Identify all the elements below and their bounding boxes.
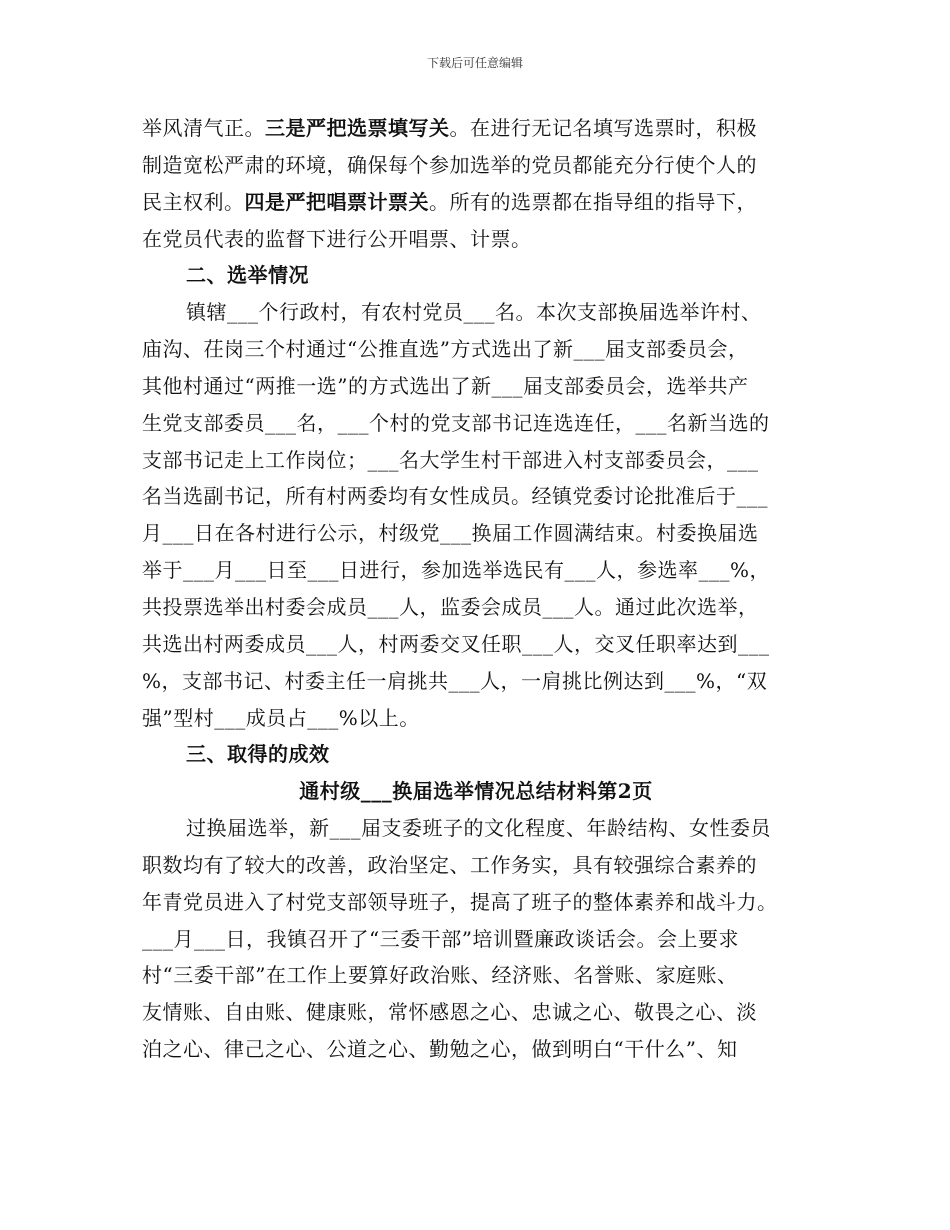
text-run: 泊之心、律己之心、公道之心、勤勉之心，做到明白“干什么”、知 <box>142 1037 738 1062</box>
text-run: 过换届选举，新___届支委班子的文化程度、年龄结构、女性委员 <box>186 816 771 841</box>
text-run: 职数均有了较大的改善，政治坚定、工作务实，具有较强综合素养的 <box>142 852 757 877</box>
text-run: 强”型村___成员占___%以上。 <box>142 705 420 730</box>
text-line <box>142 589 810 626</box>
text-run: 生党支部委员___名，___个村的党支部书记连选连任，___名新当选的 <box>142 410 770 435</box>
text-line <box>142 1031 810 1068</box>
text-run: 支部书记走上工作岗位；___名大学生村干部进入村支部委员会，___ <box>142 447 759 472</box>
text-line <box>142 110 810 147</box>
text-run: 制造宽松严肃的环境，确保每个参加选举的党员都能充分行使个人的 <box>142 152 757 177</box>
text-run: 月___日在各村进行公示，村级党___换届工作圆满结束。村委换届选 <box>142 521 759 546</box>
text-run: 在党员代表的监督下进行公开唱票、计票。 <box>142 226 532 251</box>
text-run: 举于___月___日至___日进行，参加选举选民有___人，参选率___%， <box>142 558 771 583</box>
bold-text-run: 四是严把唱票计票关 <box>244 189 429 214</box>
text-line <box>142 478 810 515</box>
text-line <box>142 884 810 921</box>
text-line <box>142 847 810 884</box>
text-line <box>142 368 810 405</box>
bold-text-run: 三是严把选票填写关 <box>265 116 450 140</box>
text-run: 年青党员进入了村党支部领导班子，提高了班子的整体素养和战斗力。 <box>142 889 778 914</box>
text-line <box>142 147 810 184</box>
text-line <box>142 257 810 294</box>
text-line <box>142 515 810 552</box>
text-line <box>142 405 810 442</box>
text-run: 举风清气正。 <box>142 116 265 140</box>
text-run: 共选出村两委成员___人，村两委交叉任职___人，交叉任职率达到___ <box>142 631 770 656</box>
text-run: 。在进行无记名填写选票时，积极 <box>449 116 757 140</box>
text-line <box>142 994 810 1031</box>
text-run: 名当选副书记，所有村两委均有女性成员。经镇党委讨论批准后于___ <box>142 484 768 509</box>
bold-text-run: 三、取得的成效 <box>186 742 330 767</box>
text-run: 共投票选举出村委会成员___人，监委会成员___人。通过此次选举， <box>142 594 759 619</box>
page-continuation-title <box>142 773 810 810</box>
text-line <box>142 221 810 258</box>
text-run: 友情账、自由账、健康账，常怀感恩之心、忠诚之心、敬畏之心、淡 <box>142 1000 757 1025</box>
text-line <box>142 736 810 773</box>
text-run: 。所有的选票都在指导组的指导下， <box>429 189 757 214</box>
text-line <box>142 442 810 479</box>
document-body <box>142 110 810 1068</box>
text-run: 镇辖___个行政村，有农村党员___名。本次支部换届选举许村、 <box>186 300 762 325</box>
bold-text-run: 通村级___换届选举情况总结材料第2页 <box>299 779 653 804</box>
bold-text-run: 二、选举情况 <box>186 263 309 288</box>
text-run: %，支部书记、村委主任一肩挑共___人，一肩挑比例达到___%，“双 <box>142 668 768 693</box>
text-line <box>142 663 810 700</box>
page-header: 下载后可任意编辑 <box>426 56 523 70</box>
text-run: 村“三委干部”在工作上要算好政治账、经济账、名誉账、家庭账、 <box>142 963 738 988</box>
text-line <box>142 184 810 221</box>
text-line <box>142 700 810 737</box>
text-line <box>142 921 810 958</box>
text-line <box>142 331 810 368</box>
text-run: 民主权利。 <box>142 189 245 214</box>
text-line <box>142 626 810 663</box>
text-run: ___月___日，我镇召开了“三委干部”培训暨廉政谈话会。会上要求 <box>142 926 739 951</box>
text-run: 其他村通过“两推一选”的方式选出了新___届支部委员会，选举共产 <box>142 373 749 398</box>
text-line <box>142 810 810 847</box>
text-run: 庙沟、茌岗三个村通过“公推直选”方式选出了新___届支部委员会， <box>142 337 749 362</box>
text-line <box>142 294 810 331</box>
text-line <box>142 552 810 589</box>
text-line <box>142 957 810 994</box>
